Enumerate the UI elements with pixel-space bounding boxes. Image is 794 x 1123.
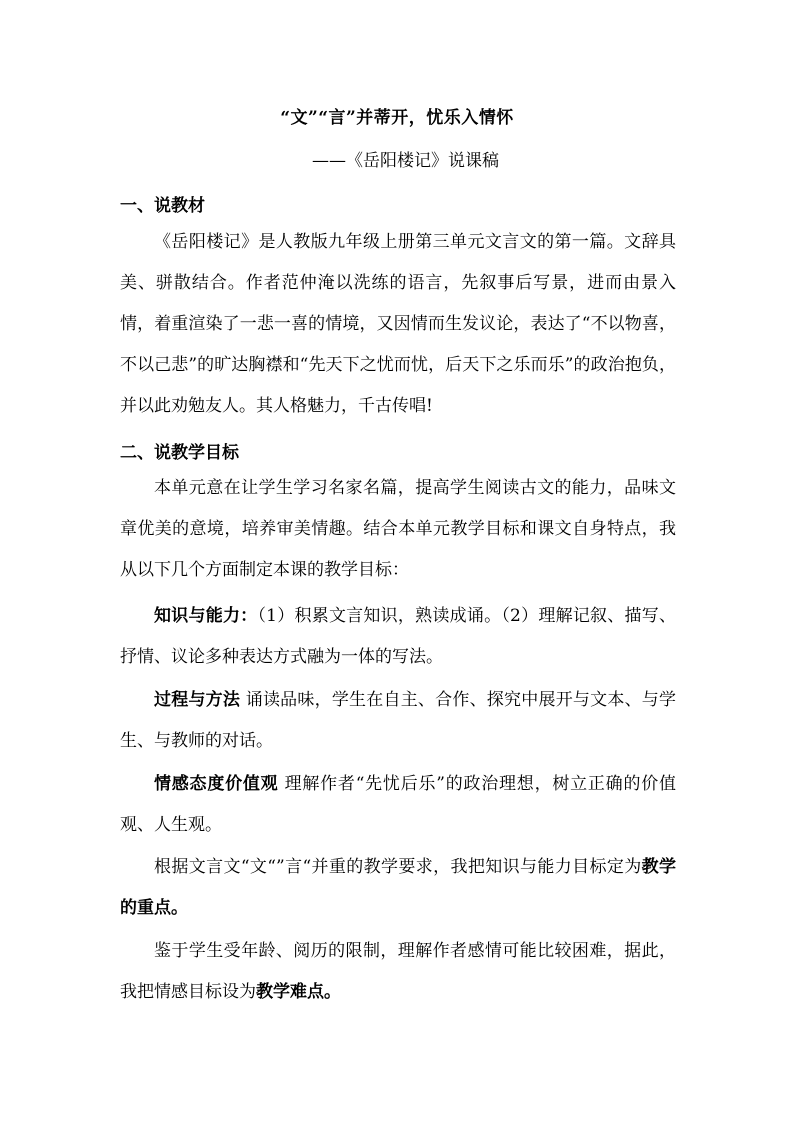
section-heading-teaching-material: 一、说教材 <box>120 196 205 216</box>
goal-process-text: 诵读品味，学生在自主、合作、探究中展开与文本、与学生、与教师的对话。 <box>120 690 677 751</box>
paragraph-teaching-material: 《岳阳楼记》是人教版九年级上册第三单元文言文的第一篇。文辞具美、骈散结合。作者范仲淹以洗练的语言，先叙事后写景，进而由景入情，着重渲染了一悲一喜的情境，又因情而生发议论，表达了“不以物喜，不以己悲”的旷达胸襟和“先天下之忧而忧，后天下之乐而乐”的政治抱负，并以此劝勉友人。其人格魅力，千古传唱! <box>120 232 676 416</box>
key-point-label: 教学的重点。 <box>120 857 676 918</box>
document-subtitle: ——《岳阳楼记》说课稿 <box>312 151 499 171</box>
difficult-point-label: 教学难点。 <box>256 982 341 1002</box>
goal-emotion-label: 情感态度价值观 <box>154 774 279 794</box>
paragraph-goal-process <box>120 680 676 762</box>
goal-emotion-text: 理解作者“先忧后乐”的政治理想，树立正确的价值观、人生观。 <box>120 774 676 835</box>
difficult-point-text: 鉴于学生受年龄、阅历的限制，理解作者感情可能比较困难，据此，我把情感目标设为 <box>120 941 676 1002</box>
paragraph-goal-knowledge <box>120 596 676 678</box>
goal-knowledge-text: （1）积累文言知识，熟读成诵。（2）理解记叙、描写、抒情、议论多种表达方式融为一体的写法。 <box>120 606 677 667</box>
paragraph-key-point <box>120 847 676 929</box>
paragraph-goals-intro: 本单元意在让学生学习名家名篇，提高学生阅读古文的能力，品味文章优美的意境，培养审美情趣。结合本单元教学目标和课文自身特点，我从以下几个方面制定本课的教学目标： <box>120 478 676 580</box>
goal-process-label: 过程与方法 <box>154 690 241 710</box>
document-title: “文”“言”并蒂开，忧乐入情怀 <box>280 108 514 128</box>
section-heading-teaching-goals: 二、说教学目标 <box>120 443 239 463</box>
key-point-text: 根据文言文“文“”言“并重的教学要求，我把知识与能力目标定为 <box>154 857 642 877</box>
paragraph-goal-emotion <box>120 764 676 846</box>
goal-knowledge-label: 知识与能力： <box>154 606 258 626</box>
paragraph-difficult-point <box>120 931 676 1013</box>
